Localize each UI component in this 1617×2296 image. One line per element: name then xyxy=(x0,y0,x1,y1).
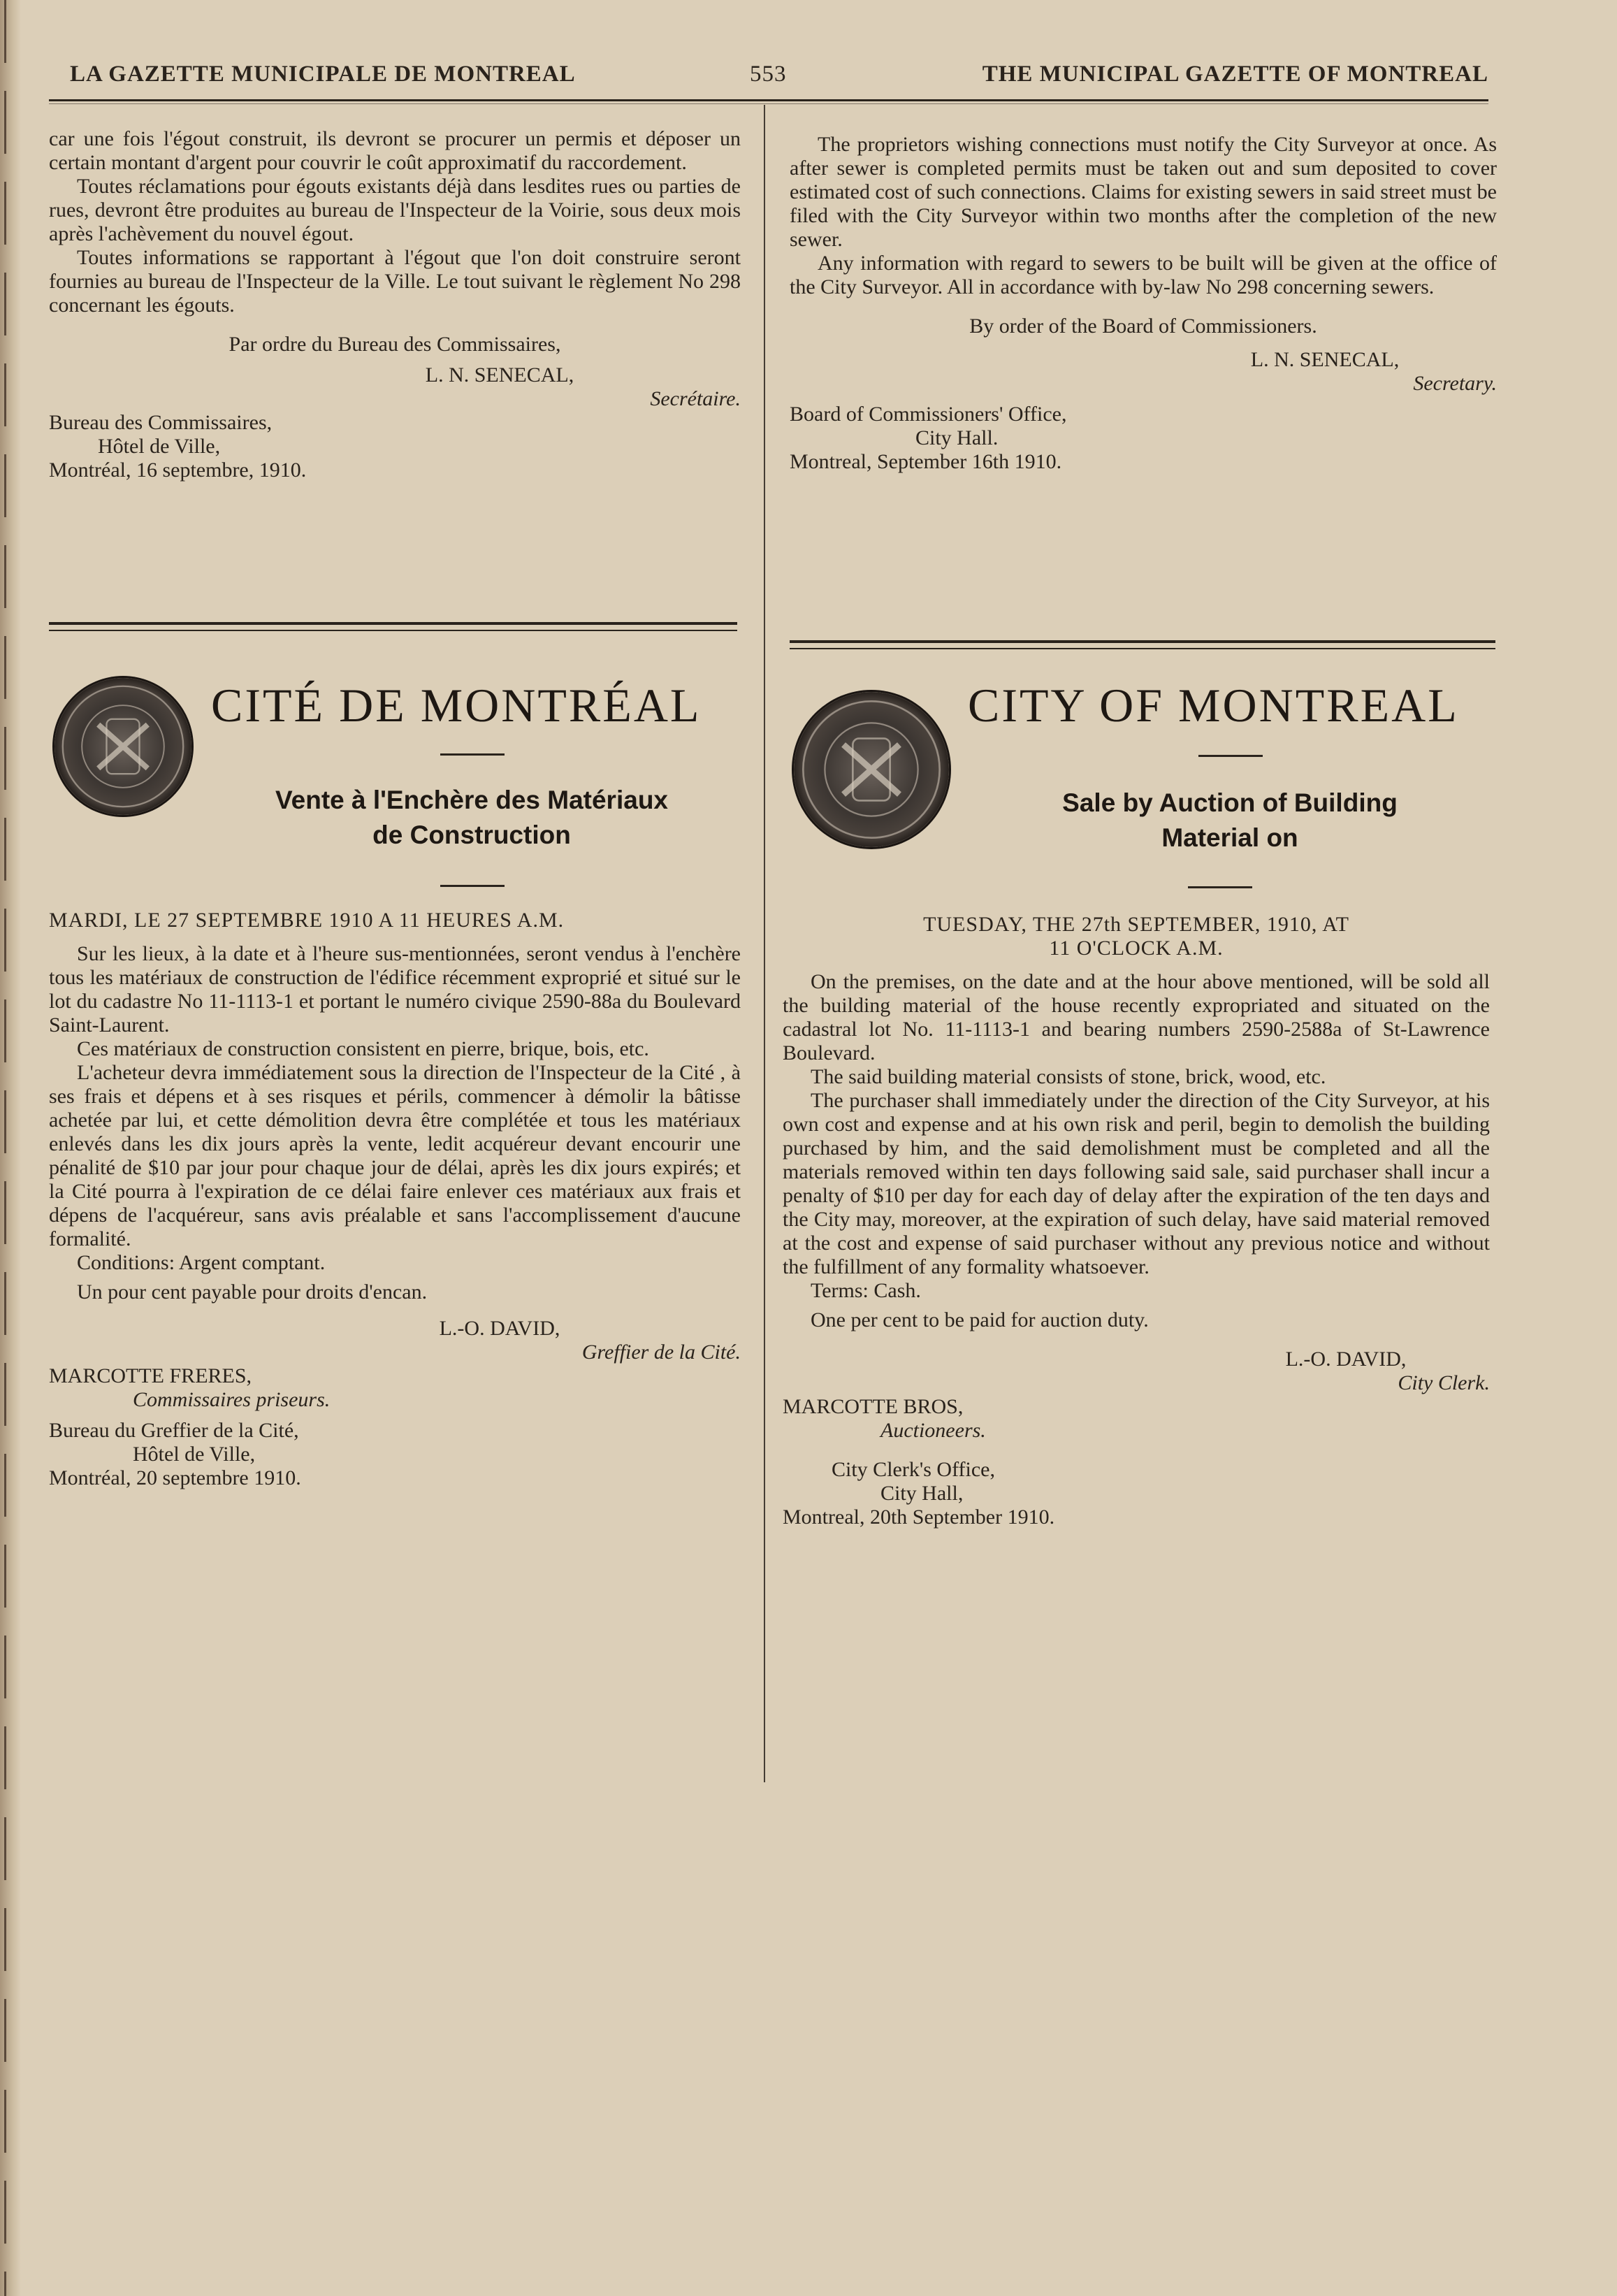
subtitle-line: Material on xyxy=(1161,823,1298,852)
notice-paragraph: One per cent to be paid for auction duty. xyxy=(811,1308,1149,1331)
city-seal-icon xyxy=(794,692,949,847)
subtitle-rule xyxy=(440,885,505,887)
bottom-right-notice xyxy=(783,913,1490,1529)
header-french-title: LA GAZETTE MUNICIPALE DE MONTREAL xyxy=(70,62,576,87)
notice-paragraph: Conditions: Argent comptant. xyxy=(77,1251,326,1274)
address-line: Montréal, 20 septembre 1910. xyxy=(49,1466,301,1489)
title-rule xyxy=(1198,755,1263,757)
auctioneer-title: Auctioneers. xyxy=(880,1419,986,1442)
notice-paragraph: The purchaser shall immediately under the direction of the City Surveyor, at his own cost and expense and at his own risk and peril, begin to demolish the building purchased by him, and the said demolishment must be completed and all the materials removed within ten days following said sale, said purchaser shall incur a penalty of $10 per day for each day of delay after the expiration of the ten days and the City may, moreover, at the expiration of such delay, have said material removed at the cost and expense of said purchaser without any previous notice and without the fulfillment of any formality whatsoever. xyxy=(783,1089,1490,1278)
page-number: 553 xyxy=(750,62,787,87)
page-header xyxy=(70,62,1488,96)
address-line: Hôtel de Ville, xyxy=(98,435,221,458)
city-seal-icon xyxy=(55,678,191,815)
subtitle-line: Vente à l'Enchère des Matériaux xyxy=(275,786,668,814)
order-line: By order of the Board of Commissioners. xyxy=(969,315,1317,338)
signer-title: Secretary. xyxy=(1413,372,1497,395)
signer-name: L. N. SENECAL, xyxy=(425,363,574,387)
address-line: City Clerk's Office, xyxy=(832,1458,995,1481)
signer-title: City Clerk. xyxy=(1398,1371,1490,1394)
header-english-title: THE MUNICIPAL GAZETTE OF MONTREAL xyxy=(982,62,1488,87)
notice-paragraph: L'acheteur devra immédiatement sous la direction de l'Inspecteur de la Cité , à ses frais et dépens et à ses risques et périls, commencer à démolir la bâtisse achetée par lui, et cette démolition devra être complétée et tous les matériaux enlevés dans les dix jours après la vente, ledit acquéreur devant encourir une pénalité de $10 par jour pour chaque jour de délai, après les dix jours expirés; et la Cité pourra à l'expiration de ce délai faire enlever ces matériaux aux frais et dépens de l'acquéreur, sans avis préalable et sans l'accomplissement d'aucune formalité. xyxy=(49,1061,741,1250)
address-line: Board of Commissioners' Office, xyxy=(790,403,1067,426)
notice-paragraph: Any information with regard to sewers to be built will be given at the office of the City Surveyor. All in accordance with by-law No 298 concerning sewers. xyxy=(790,252,1497,298)
address-line: Montreal, 20th September 1910. xyxy=(783,1506,1055,1529)
address-line: Montreal, September 16th 1910. xyxy=(790,450,1062,473)
address-line: Bureau du Greffier de la Cité, xyxy=(49,1419,299,1442)
signer-name: L. N. SENECAL, xyxy=(1250,348,1400,371)
notice-title: CITÉ DE MONTRÉAL xyxy=(211,679,702,732)
signer-name: L.-O. DAVID, xyxy=(1285,1348,1407,1371)
top-left-notice xyxy=(49,127,741,482)
subtitle-line: de Construction xyxy=(372,821,571,849)
notice-paragraph: The proprietors wishing connections must notify the City Surveyor at once. As after sewer is completed permits must be taken out and sum deposited to cover estimated cost of such connections. Claims for existing sewers in said street must be filed with the City Surveyor within two months after the completion of the new sewer. xyxy=(790,133,1497,251)
order-line: Par ordre du Bureau des Commissaires, xyxy=(229,333,561,356)
auction-date-line: 11 O'CLOCK A.M. xyxy=(1049,937,1224,960)
auctioneer-name: MARCOTTE BROS, xyxy=(783,1395,964,1418)
address-line: City Hall. xyxy=(915,426,999,449)
address-line: Montréal, 16 septembre, 1910. xyxy=(49,459,307,482)
notice-paragraph: On the premises, on the date and at the hour above mentioned, will be sold all the building material of the house recently expropriated and situated on the cadastral lot No. 11-1113-1 and bearing numbers 2590-2588a of St-Lawrence Boulevard. xyxy=(783,970,1490,1064)
notice-title: CITY OF MONTREAL xyxy=(968,679,1459,732)
notice-paragraph: Terms: Cash. xyxy=(811,1279,921,1302)
address-line: Hôtel de Ville, xyxy=(133,1443,256,1466)
subtitle-line: Sale by Auction of Building xyxy=(1062,788,1398,817)
section-rule-right-thin xyxy=(790,648,1495,649)
column-divider xyxy=(764,105,765,1782)
notice-paragraph: The said building material consists of stone, brick, wood, etc. xyxy=(811,1065,1326,1088)
title-rule xyxy=(440,753,505,756)
auction-date-line: MARDI, LE 27 SEPTEMBRE 1910 A 11 HEURES A.M. xyxy=(49,909,565,932)
notice-paragraph: Sur les lieux, à la date et à l'heure sus-mentionnées, seront vendus à l'enchère tous les matériaux de construction de l'édifice récemment exproprié et situé sur le lot du cadastre No 11-1113-1 et portant le numéro civique 2590-88a du Boulevard Saint-Laurent. xyxy=(49,942,741,1037)
notice-paragraph: Un pour cent payable pour droits d'encan. xyxy=(77,1280,428,1304)
binding-edge xyxy=(4,0,6,2296)
address-line: Bureau des Commissaires, xyxy=(49,411,273,434)
subtitle-rule xyxy=(1188,886,1252,888)
section-rule-right xyxy=(790,640,1495,643)
page-binding xyxy=(0,0,21,2296)
header-rule-thin xyxy=(49,103,1488,104)
bottom-left-notice xyxy=(49,909,741,1490)
top-right-notice xyxy=(790,133,1497,474)
notice-subtitle xyxy=(203,783,741,853)
signer-title: Secrétaire. xyxy=(650,387,741,410)
notice-paragraph: Ces matériaux de construction consistent en pierre, brique, bois, etc. xyxy=(77,1037,649,1060)
notice-paragraph: Toutes informations se rapportant à l'égout que l'on doit construire seront fournies au bureau de l'Inspecteur de la Ville. Le tout suivant le règlement No 298 concernant les égouts. xyxy=(49,246,741,317)
section-rule-left-thin xyxy=(49,630,737,631)
notice-paragraph: car une fois l'égout construit, ils devront se procurer un permis et déposer un certain montant d'argent pour couvrir le coût approximatif du raccordement. xyxy=(49,127,741,174)
notice-paragraph: Toutes réclamations pour égouts existants déjà dans lesdites rues ou parties de rues, devront être produites au bureau de l'Inspecteur de la Voirie, sous deux mois après l'achèvement du nouvel égout. xyxy=(49,175,741,245)
notice-subtitle xyxy=(964,786,1495,855)
header-rule xyxy=(49,99,1488,101)
auction-date-line: TUESDAY, THE 27th SEPTEMBER, 1910, AT xyxy=(923,913,1349,936)
signer-title: Greffier de la Cité. xyxy=(581,1341,741,1364)
auctioneer-title: Commissaires priseurs. xyxy=(133,1388,331,1411)
auctioneer-name: MARCOTTE FRERES, xyxy=(49,1364,252,1387)
address-line: City Hall, xyxy=(880,1482,964,1505)
signer-name: L.-O. DAVID, xyxy=(439,1317,560,1340)
section-rule-left xyxy=(49,622,737,625)
